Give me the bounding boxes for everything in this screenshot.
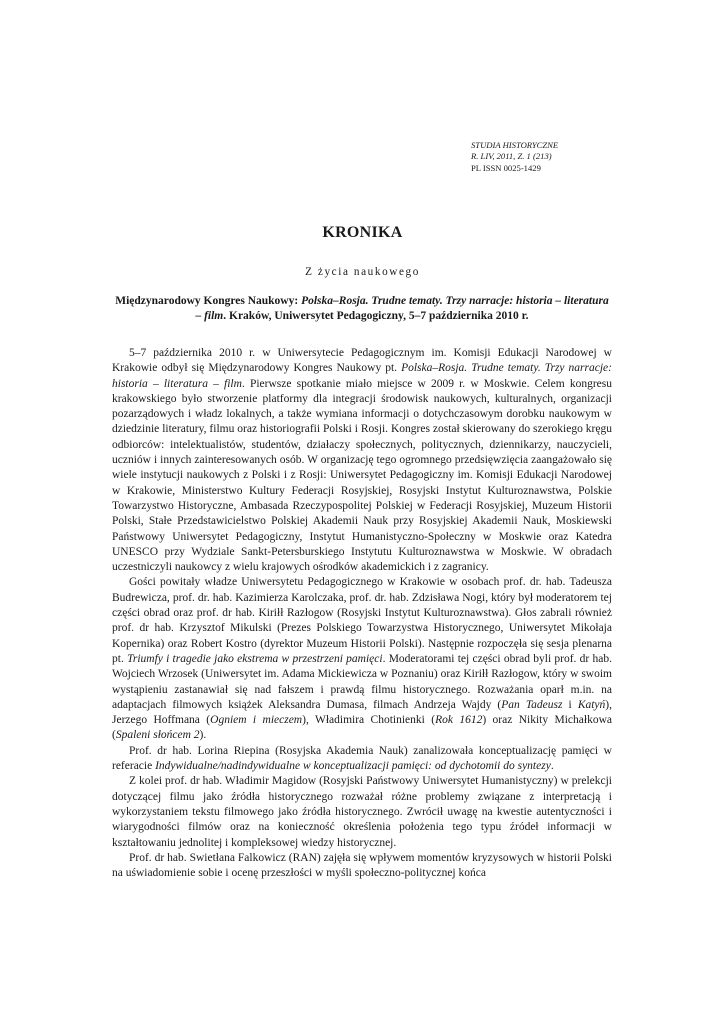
section-title: KRONIKA bbox=[322, 224, 403, 241]
journal-name: STUDIA HISTORYCZNE bbox=[471, 140, 559, 150]
paragraph-text: Gości powitały władze Uniwersytetu Pedagogicznego w Krakowie w osobach prof. dr. hab. Tadeusza Budrewicza, prof. dr. hab. Kazimierza Karolczaka, prof. dr. hab. Zdzisława Nogi, który był moderatorem tej części obrad oraz prof. dr hab. Kiriłł Razłogow (Rosyjski Instytut Kulturoznawstwa). Głos zabrali również prof. dr hab. Krzysztof Mikulski (Prezes Polskiego Towarzystwa Historycznego, Uniwersytet Mikołaja Kopernika) oraz Robert Kostro (dyrektor Muzeum Historii Polski). Następnie rozpoczęła się sesja plenarna pt. bbox=[112, 576, 612, 665]
paragraph-text: ). bbox=[199, 729, 207, 742]
subsection-title: Z życia naukowego bbox=[305, 266, 420, 278]
headline-part-1: Międzynarodowy Kongres Naukowy: bbox=[115, 295, 302, 307]
article-headline bbox=[112, 294, 612, 324]
paragraph-text: 5–7 października 2010 r. w Uniwersytecie Pedagogicznym im. Komisji Edukacji Narodowej w Krakowie odbył się Międzynarodowy Kongres Naukowy pt. bbox=[112, 347, 612, 375]
italic-title-text: Polska–Rosja. Trudne tematy. Trzy narracje: historia – literatura – film bbox=[112, 362, 612, 390]
body-paragraph bbox=[112, 346, 612, 575]
article-body bbox=[112, 346, 612, 881]
paragraph-text: Z kolei prof. dr hab. Władimir Magidow (Rosyjski Państwowy Uniwersytet Humanistyczny) w prelekcji dotyczącej filmu jako źródła historycznego rozważał różne problemy związane z interpretacją i wykorzystaniem tekstu filmowego jako źródła historycznego. Zwrócił uwagę na kwestie autentyczności i wiarygodności filmów oraz na konieczność określenia położenia tego typu źródeł informacji w kształtowaniu jednolitej i kompleksowej wiedzy historycznej. bbox=[112, 775, 612, 849]
journal-masthead bbox=[471, 140, 691, 174]
headline-title-italic: Polska–Rosja. Trudne tematy. Trzy narracje: historia – literatura – film bbox=[195, 295, 609, 322]
italic-title-text: Rok 1612 bbox=[435, 714, 483, 727]
paragraph-text: Prof. dr hab. Swietłana Falkowicz (RAN) zajęła się wpływem momentów kryzysowych w historii Polski na uświadomienie sobie i ocenę przeszłości w myśli społeczno-politycznej końca bbox=[112, 851, 612, 880]
italic-title-text: Ogniem i mieczem bbox=[210, 714, 303, 727]
italic-title-text: Katyń bbox=[577, 698, 606, 711]
body-paragraph bbox=[112, 575, 612, 743]
journal-volume: R. LIV, 2011, Z. 1 (213) bbox=[471, 151, 552, 162]
paragraph-text: ), Jerzego Hoffmana ( bbox=[112, 698, 613, 727]
paragraph-text: . Pierwsze spotkanie miało miejsce w 2009 r. w Moskwie. Celem kongresu krakowskiego było stworzenie platformy dla integracji środowisk naukowych, kulturalnych, organizacji pozarządowych i władz lokalnych, a także wymiana informacji o dotychczasowym dorobku naukowym w dziedzinie literatury, filmu oraz historiografii Polski i Rosji. Kongres został skierowany do szerokiego kręgu odbiorców: intelektualistów, studentów, działaczy społecznych, politycznych, dziennikarzy, nauczycieli, uczniów i innych zainteresowanych osób. W organizację tego ogromnego przedsięwzięcia zaangażowało się wiele instytucji naukowych z Polski i z Rosji: Uniwersytet Pedagogiczny im. Komisji Edukacji Narodowej w Krakowie, Ministerstwo Kultury Federacji Rosyjskiej, Rosyjski Instytut Kulturoznawstwa, Polskie Towarzystwo Historyczne, Ambasada Rzeczypospolitej Polskiej w Federacji Rosyjskiej, Muzeum Historii Polski, Stałe Przedstawicielstwo Polskiej Akademii Nauk przy Rosyjskiej Akademii Nauk, Moskiewski Państwowy Uniwersytet Pedagogiczny, Instytut Humanistyczno-Społeczny w Moskwie oraz Katedra UNESCO przy Wydziale Sankt-Petersburskiego Instytutu Kulturoznawstwa w Moskwie. W obradach uczestniczyli naukowcy z wielu krajowych ośrodków akademickich i z zagranicy. bbox=[112, 377, 612, 574]
paragraph-text: ) oraz Nikity Michałkowa ( bbox=[112, 714, 612, 742]
italic-title-text: Triumfy i tragedie jako ekstrema w przestrzeni pamięci bbox=[127, 652, 383, 665]
paragraph-text: . Moderatorami tej części obrad byli prof. dr hab. Wojciech Wrzosek (Uniwersytet im. Adama Mickiewicza w Poznaniu) oraz Kiriłł Razłogow, który w swoim wystąpieniu zastanawiał się nad fałszem i prawdą filmu historycznego. Rozważania oparł m.in. na adaptacjach filmowych książek Aleksandra Dumasa, filmach Andrzeja Wajdy ( bbox=[112, 652, 612, 711]
body-paragraph bbox=[112, 744, 612, 775]
headline-part-3: . Kraków, Uniwersytet Pedagogiczny, 5–7 października 2010 r. bbox=[223, 310, 529, 322]
italic-title-text: Pan Tadeusz bbox=[501, 698, 563, 711]
italic-title-text: Indywidualne/nadindywidualne w konceptualizacji pamięci: od dychotomii do syntezy bbox=[155, 760, 551, 773]
paragraph-text: Prof. dr hab. Lorina Riepina (Rosyjska Akademia Nauk) zanalizowała konceptualizację pamięci w referacie bbox=[112, 744, 612, 773]
journal-issn: PL ISSN 0025-1429 bbox=[471, 162, 541, 173]
paragraph-text: i bbox=[562, 698, 578, 711]
body-paragraph bbox=[112, 774, 612, 850]
paragraph-text: . bbox=[550, 760, 554, 773]
paragraph-text: ), Władimira Chotinienki ( bbox=[302, 714, 436, 727]
italic-title-text: Spaleni słońcem 2 bbox=[115, 729, 200, 742]
body-paragraph bbox=[112, 851, 612, 882]
